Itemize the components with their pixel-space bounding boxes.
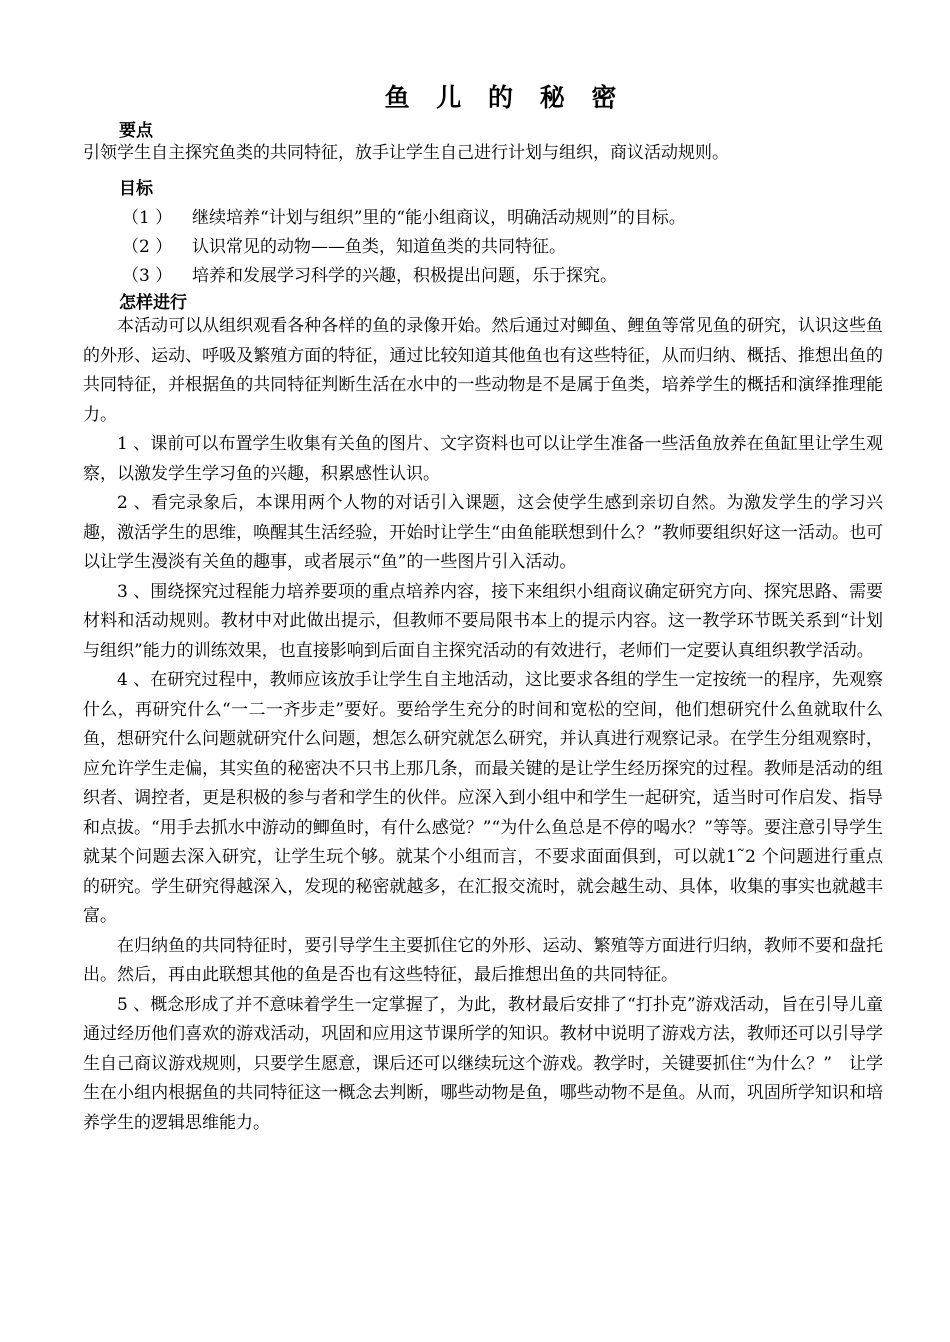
goal-text: 继续培养“计划与组织”里的“能小组商议，明确活动规则”的目标。 bbox=[192, 208, 686, 228]
goal-item-3 bbox=[122, 261, 617, 286]
paragraph-step-3: 3 、围绕探究过程能力培养要项的重点培养内容，接下来组织小组商议确定研究方向、探究思路、需要材料和活动规则。教材中对此做出提示，但教师不要局限书本上的提示内容。这一教学环节既关系到“计划与组织”能力的训练效果，也直接影响到后面自主探究活动的有效进行，老师们一定要认真组织教学活动。 bbox=[83, 581, 883, 661]
goal-item-2 bbox=[122, 232, 566, 257]
goal-number: （2 ） bbox=[122, 237, 173, 257]
how-body bbox=[83, 312, 883, 1138]
paragraph-step-5: 5 、概念形成了并不意味着学生一定掌握了，为此，教材最后安排了“打扑克”游戏活动，旨在引导儿童通过经历他们喜欢的游戏活动，巩固和应用这节课所学的知识。教材中说明了游戏方法，教师还可以引导学生自己商议游戏规则，只要学生愿意，课后还可以继续玩这个游戏。教学时，关键要抓住“为什么？” 让学生在小组内根据鱼的共同特征这一概念去判断，哪些动物是鱼，哪些动物不是鱼。从而，巩固所学知识和培养学生的逻辑思维能力。 bbox=[83, 994, 883, 1133]
key-points-text bbox=[83, 139, 883, 169]
paragraph-step-4: 4 、在研究过程中，教师应该放手让学生自主地活动，这比要求各组的学生一定按统一的程序，先观察什么，再研究什么“一二一齐步走”要好。要给学生充分的时间和宽松的空间，他们想研究什么鱼就取什么鱼，想研究什么问题就研究什么问题，想怎么研究就怎么研究，并认真进行观察记录。在学生分组观察时，应允许学生走偏，其实鱼的秘密决不只书上那几条，而最关键的是让学生经历探究的过程。教师是活动的组织者、调控者，更是积极的参与者和学生的伙伴。应深入到小组中和学生一起研究，适当时可作启发、指导和点拔。“用手去抓水中游动的鲫鱼时，有什么感觉？”“为什么鱼总是不停的喝水？”等等。要注意引导学生就某个问题去深入研究，让学生玩个够。就某个小组而言，不要求面面俱到，可以就1˜2 个问题进行重点的研究。学生研究得越深入，发现的秘密就越多，在汇报交流时，就会越生动、具体，收集的事实也就越丰富。 bbox=[83, 670, 883, 926]
heading-goals: 目标 bbox=[119, 179, 153, 199]
goal-text: 培养和发展学习科学的兴趣，积极提出问题，乐于探究。 bbox=[192, 266, 617, 286]
goal-number: （1 ） bbox=[122, 208, 173, 228]
paragraph-intro: 本活动可以从组织观看各种各样的鱼的录像开始。然后通过对鲫鱼、鲤鱼等常见鱼的研究，认识这些鱼的外形、运动、呼吸及繁殖方面的特征，通过比较知道其他鱼也有这些特征，从而归纳、概括、推想出鱼的共同特征，并根据鱼的共同特征判断生活在水中的一些动物是不是属于鱼类，培养学生的概括和演绎推理能力。 bbox=[83, 316, 883, 425]
paragraph-summary: 在归纳鱼的共同特征时，要引导学生主要抓住它的外形、运动、繁殖等方面进行归纳，教师不要和盘托出。然后，再由此联想其他的鱼是否也有这些特征，最后推想出鱼的共同特征。 bbox=[83, 935, 883, 985]
goal-number: （3 ） bbox=[122, 266, 173, 286]
page-title: 鱼 儿 的 秘 密 bbox=[384, 83, 626, 112]
goal-text: 认识常见的动物——鱼类，知道鱼类的共同特征。 bbox=[192, 237, 566, 257]
key-points-paragraph: 引领学生自主探究鱼类的共同特征，放手让学生自己进行计划与组织，商议活动规则。 bbox=[83, 143, 729, 163]
paragraph-step-1: 1 、课前可以布置学生收集有关鱼的图片、文字资料也可以让学生准备一些活鱼放养在鱼缸里让学生观察，以激发学生学习鱼的兴趣，积累感性认识。 bbox=[83, 434, 883, 484]
heading-how: 怎样进行 bbox=[119, 293, 187, 313]
heading-key-points: 要点 bbox=[119, 121, 153, 141]
paragraph-step-2: 2 、看完录象后，本课用两个人物的对话引入课题，这会使学生感到亲切自然。为激发学生的学习兴趣，激活学生的思维，唤醒其生活经验，开始时让学生“由鱼能联想到什么？”教师要组织好这一活动。也可以让学生漫淡有关鱼的趣事，或者展示“鱼”的一些图片引入活动。 bbox=[83, 493, 883, 572]
goal-item-1 bbox=[122, 203, 686, 228]
